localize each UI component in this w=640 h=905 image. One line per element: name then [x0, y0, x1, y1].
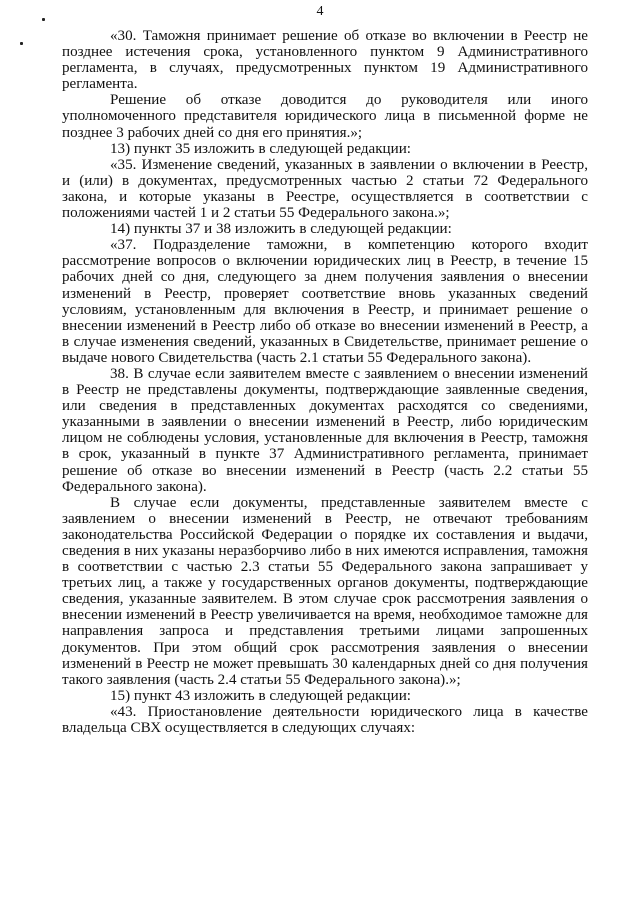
- paragraph-38: 38. В случае если заявителем вместе с заявлением о внесении изменений в Реестр не представлены документы, подтверждающие заявленные сведения, или сведения в представленных документах расходятся со сведениями, указанными в заявлении о внесении изменений в Реестр, либо юридическим лицом не соблюдены условия, установленные для включения в Реестр, таможня в срок, указанный в пункте 37 Административного регламента, принимает решение об отказе во внесении изменений в Реестр (часть 2.2 статьи 55 Федерального закона).: [62, 365, 588, 495]
- paragraph-43: «43. Приостановление деятельности юридического лица в качестве владельца СВХ осуществляется в следующих случаях:: [62, 703, 588, 737]
- document-body: [62, 28, 588, 736]
- paragraph-37: «37. Подразделение таможни, в компетенцию которого входит рассмотрение вопросов о включении юридических лиц в Реестр, в течение 15 рабочих дней со дня, следующего за днем получения заявления о внесении изменений в Реестр, проверяет соответствие вновь указанных сведений условиям, установленным для включения в Реестр, и принимает решение о внесении изменений в Реестр либо об отказе во внесении изменений в Реестр, а в случае изменения сведений, указанных в Свидетельстве, принимает решение о выдаче нового Свидетельства (часть 2.1 статьи 55 Федерального закона).: [62, 237, 588, 366]
- paragraph-38-second: В случае если документы, представленные заявителем вместе с заявлением о внесении изменений в Реестр, не отвечают требованиям законодательства Российской Федерации о порядке их составления и выдачи, сведения в них указаны неразборчиво либо в них имеются исправления, таможня в соответствии с частью 2.3 статьи 55 Федерального закона запрашивает у третьих лиц, а также у государственных органов документы, подтверждающие сведения, указанные заявителем. В этом случае срок рассмотрения заявления о внесении изменений в Реестр увеличивается на время, необходимое таможне для направления запроса и представления третьими лицами запрошенных документов. При этом общий срок рассмотрения заявления о внесении изменений в Реестр не может превышать 30 календарных дней со дня получения такого заявления (часть 2.4 статьи 55 Федерального закона).»;: [62, 494, 588, 688]
- page-number: 4: [316, 4, 324, 19]
- paragraph-30: «30. Таможня принимает решение об отказе во включении в Реестр не позднее истечения срока, установленного пунктом 9 Административного регламента, в случаях, предусмотренных пунктом 19 Административного регламента.: [62, 28, 588, 93]
- paragraph-35: «35. Изменение сведений, указанных в заявлении о включении в Реестр, и (или) в документах, предусмотренных частью 2 статьи 72 Федерального закона, и которые указаны в Реестре, осуществляется в соответствии с положениями частей 1 и 2 статьи 55 Федерального закона.»;: [62, 156, 588, 222]
- amendment-14-heading: 14) пункты 37 и 38 изложить в следующей редакции:: [110, 221, 452, 238]
- scan-speck: [20, 42, 23, 45]
- amendment-13-heading: 13) пункт 35 изложить в следующей редакции:: [110, 140, 411, 157]
- amendment-15-heading: 15) пункт 43 изложить в следующей редакции:: [110, 687, 411, 704]
- paragraph-30-decision: Решение об отказе доводится до руководителя или иного уполномоченного представителя юридического лица в письменной форме не позднее 3 рабочих дней со дня его принятия.»;: [62, 92, 588, 141]
